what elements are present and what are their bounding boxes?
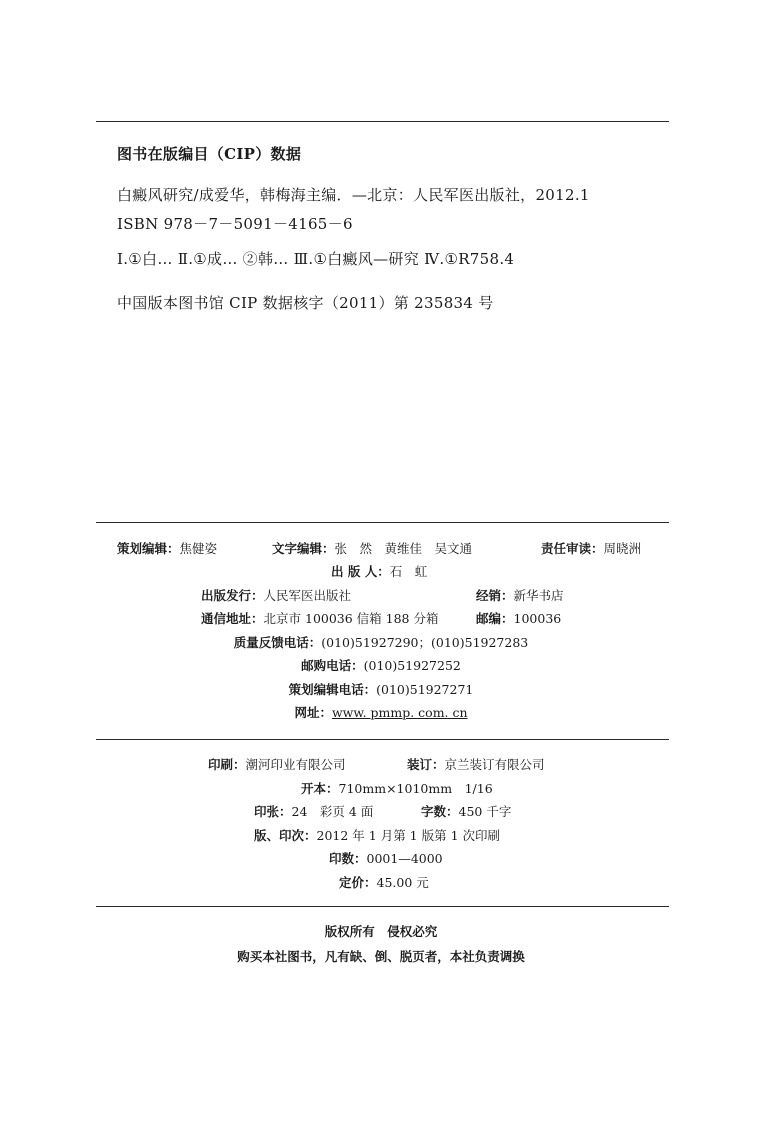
print-run-label: 印数： — [329, 851, 367, 866]
cip-title-line: 白癜风研究/成爱华，韩梅海主编．—北京：人民军医出版社，2012.1 — [117, 186, 590, 204]
print-run — [329, 853, 443, 866]
distributor-value: 新华书店 — [513, 588, 564, 603]
binder-label: 装订： — [407, 757, 445, 772]
address-value: 北京市 100036 信箱 188 分箱 — [263, 611, 439, 626]
text-editors — [272, 543, 472, 556]
distributor-label: 经销： — [476, 588, 514, 603]
rights-title: 版权所有 侵权必究 — [324, 924, 438, 939]
reviewer — [541, 543, 641, 556]
text-editors-value: 张 然 黄维佳 吴文通 — [334, 541, 473, 556]
reviewer-value: 周晓洲 — [603, 541, 642, 556]
distributor — [476, 590, 564, 603]
feedback-phone-value: (010)51927290；(010)51927283 — [321, 635, 529, 650]
cip-isbn: ISBN 978－7－5091－4165－6 — [117, 215, 353, 233]
printing-top-rule — [96, 739, 669, 740]
credits-top-rule — [96, 522, 669, 523]
website-label: 网址： — [294, 705, 332, 720]
reviewer-label: 责任审读： — [541, 541, 604, 556]
price-label: 定价： — [339, 875, 377, 890]
issuer-value: 人民军医出版社 — [263, 588, 352, 603]
mail-order-phone-value: (010)51927252 — [363, 658, 461, 673]
edition — [254, 830, 500, 843]
website-value: www. pmmp. com. cn — [331, 705, 468, 720]
sheets-label: 印张： — [254, 804, 292, 819]
mail-order-phone — [0, 660, 762, 673]
cip-heading: 图书在版编目（CIP）数据 — [117, 145, 302, 163]
sheets — [254, 806, 373, 819]
publisher-person — [331, 566, 427, 579]
issuer — [201, 590, 351, 603]
editorial-phone-value: (010)51927271 — [376, 682, 474, 697]
format-value: 710mm×1010mm 1/16 — [338, 781, 493, 796]
editorial-phone-label: 策划编辑电话： — [288, 682, 377, 697]
feedback-phone — [0, 637, 762, 650]
edition-label: 版、印次： — [254, 828, 317, 843]
print-run-value: 0001—4000 — [366, 851, 443, 866]
price-value: 45.00 元 — [376, 875, 429, 890]
binder — [407, 759, 545, 772]
printer — [208, 759, 346, 772]
binder-value: 京兰装订有限公司 — [444, 757, 545, 772]
postcode — [476, 613, 561, 626]
address — [201, 613, 439, 626]
editorial-phone — [0, 684, 762, 697]
address-label: 通信地址： — [201, 611, 264, 626]
sheets-value: 24 彩页 4 面 — [291, 804, 374, 819]
cip-core-data: 中国版本图书馆 CIP 数据核字（2011）第 235834 号 — [117, 294, 494, 312]
words-value: 450 千字 — [458, 804, 512, 819]
website — [0, 707, 762, 720]
planning-editor — [117, 543, 217, 556]
price — [339, 877, 429, 890]
postcode-label: 邮编： — [476, 611, 514, 626]
postcode-value: 100036 — [513, 611, 562, 626]
publisher-person-value: 石 虹 — [389, 564, 428, 579]
printer-value: 潮河印业有限公司 — [245, 757, 346, 772]
publisher-person-label: 出 版 人： — [331, 564, 390, 579]
top-rule — [96, 121, 669, 122]
text-editors-label: 文字编辑： — [272, 541, 335, 556]
printer-label: 印刷： — [208, 757, 246, 772]
words — [421, 806, 511, 819]
planning-editor-label: 策划编辑： — [117, 541, 180, 556]
mail-order-phone-label: 邮购电话： — [301, 658, 364, 673]
planning-editor-value: 焦健姿 — [179, 541, 218, 556]
edition-value: 2012 年 1 月第 1 版第 1 次印刷 — [316, 828, 500, 843]
issuer-label: 出版发行： — [201, 588, 264, 603]
rights-notice: 购买本社图书，凡有缺、倒、脱页者，本社负责调换 — [237, 949, 525, 964]
rights-top-rule — [96, 906, 669, 907]
format-label: 开本： — [301, 781, 339, 796]
feedback-phone-label: 质量反馈电话： — [233, 635, 322, 650]
cip-classification: Ⅰ.①白… Ⅱ.①成… ②韩… Ⅲ.①白癜风—研究 Ⅳ.①R758.4 — [117, 250, 515, 268]
words-label: 字数： — [421, 804, 459, 819]
format — [301, 783, 493, 796]
